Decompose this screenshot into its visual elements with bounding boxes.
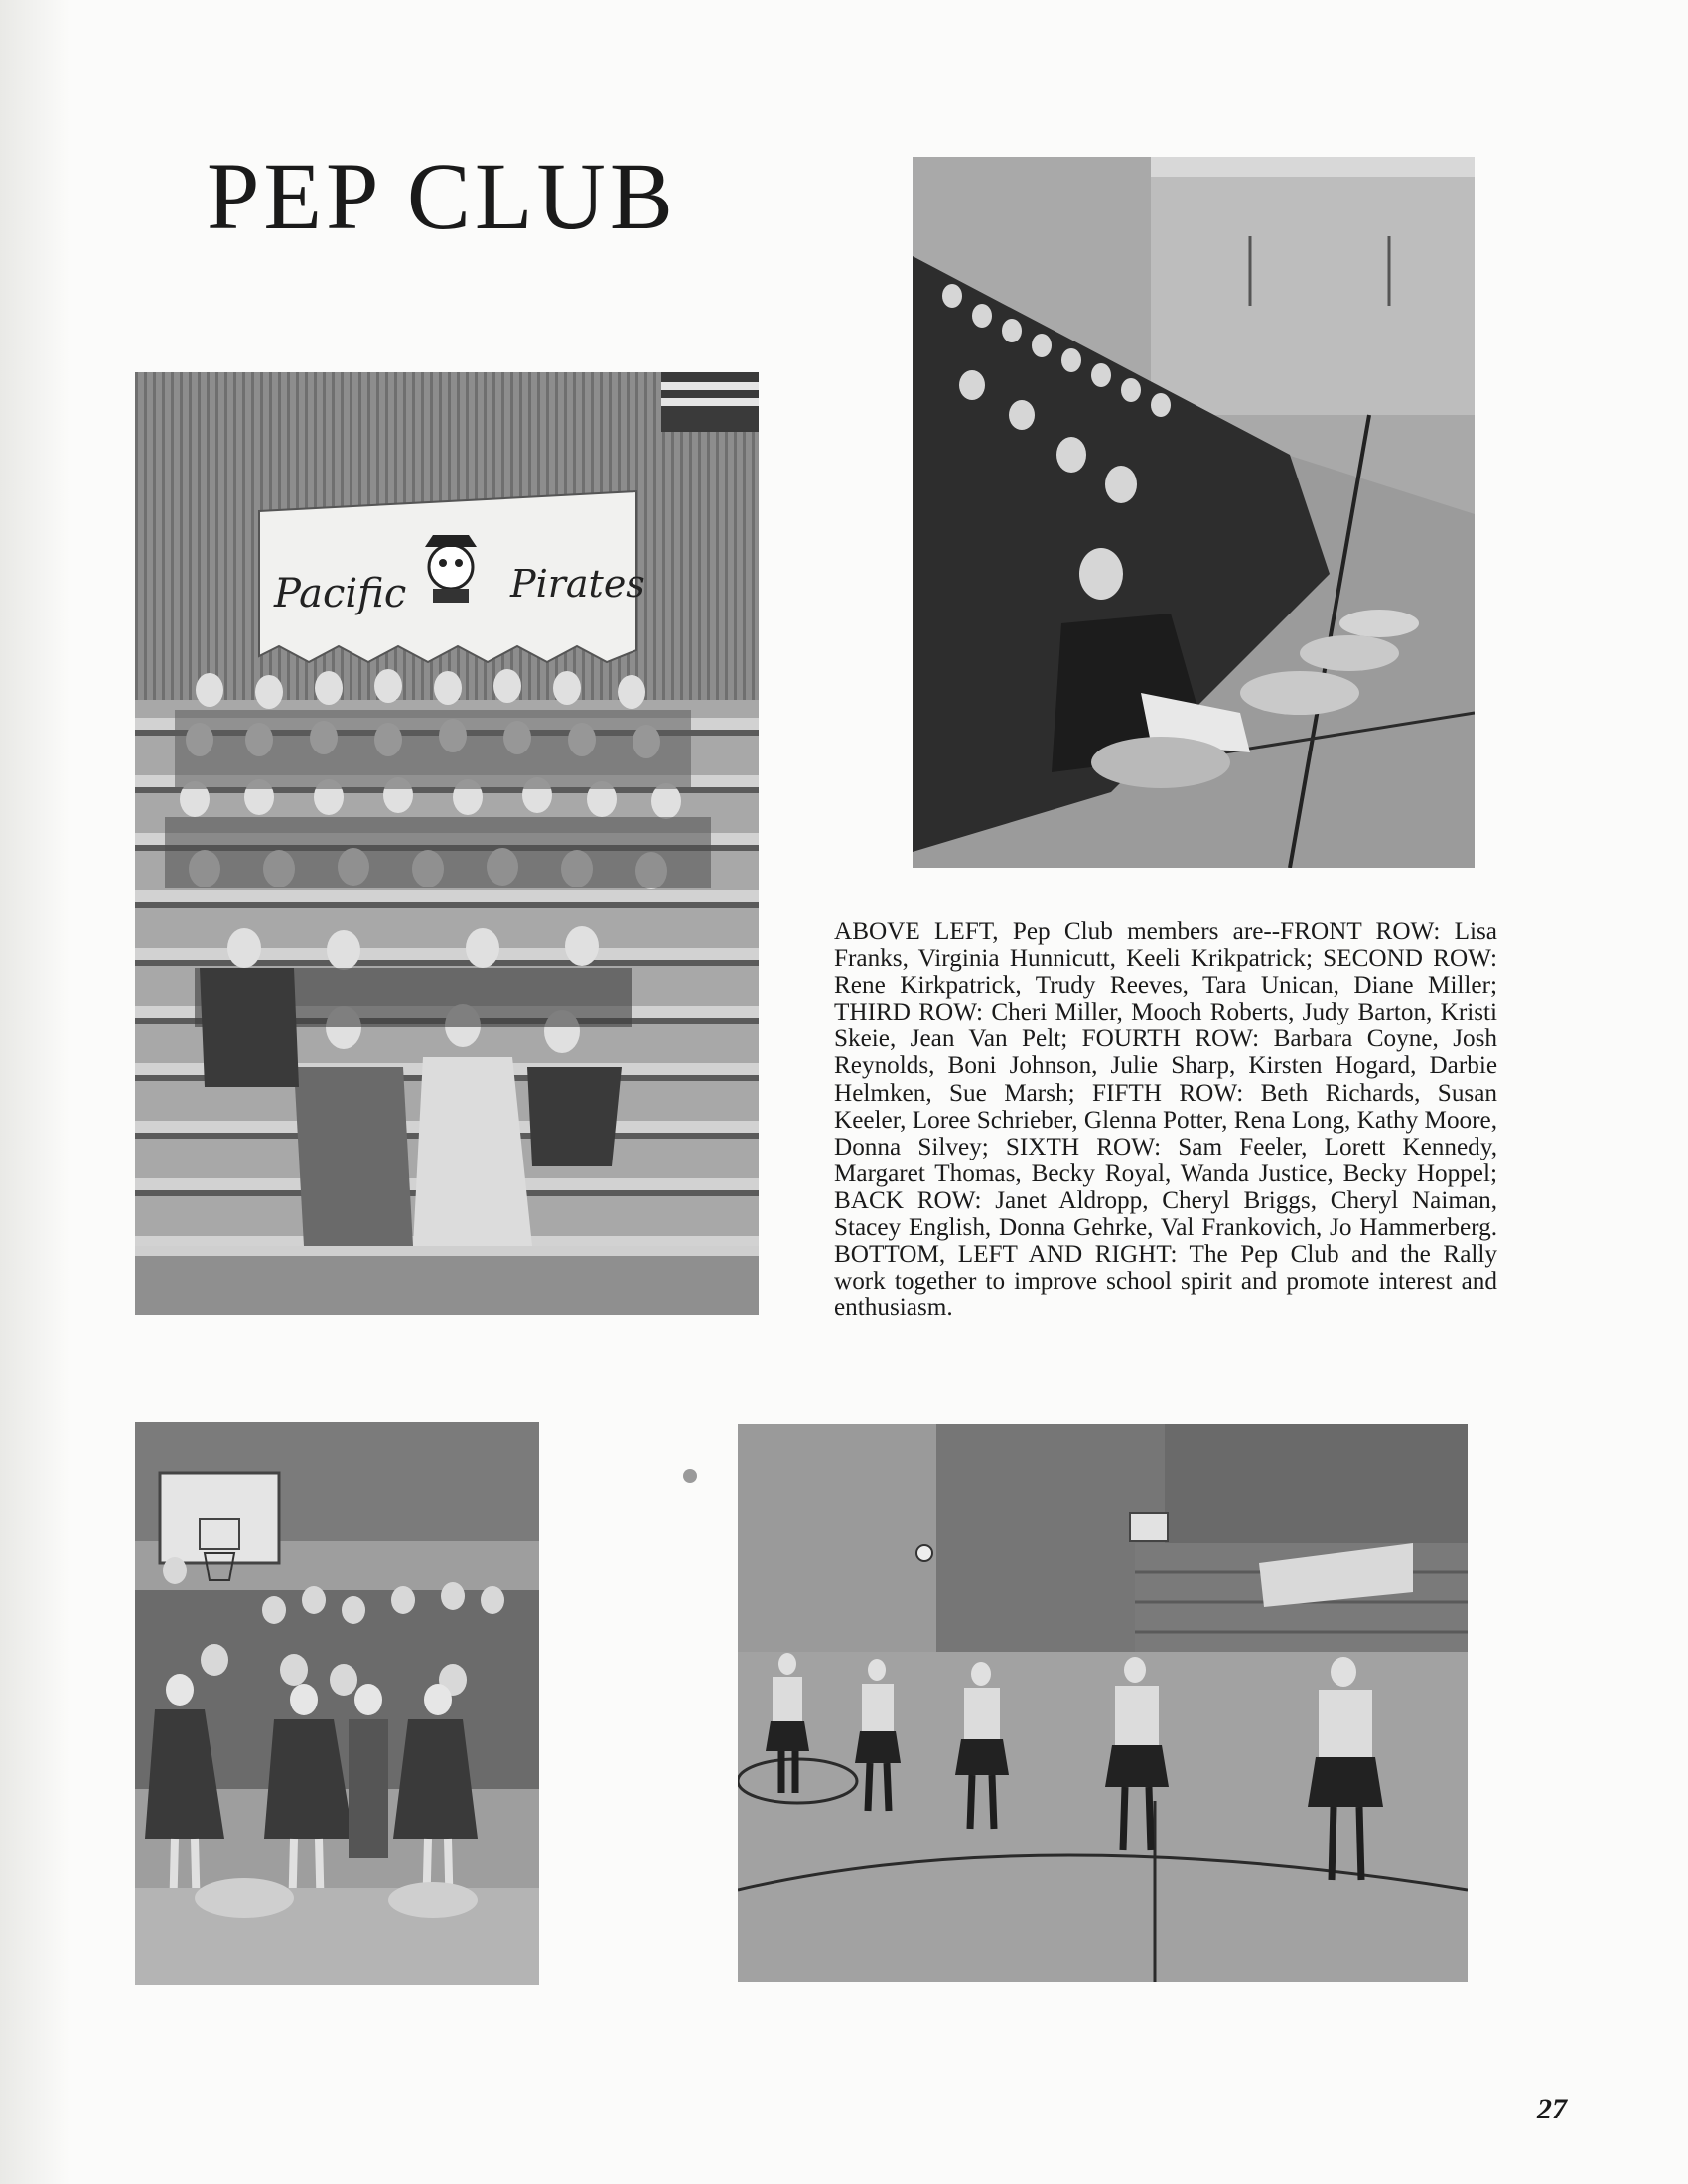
cheerleaders-crowd-photo xyxy=(135,1422,539,1985)
photo-caption: ABOVE LEFT, Pep Club members are--FRONT ROW: Lisa Franks, Virginia Hunnicutt, Keeli Krikpatrick; SECOND ROW: Rene Kirkpatrick, Trudy Reeves, Tara Unican, Diane Miller; THIRD ROW: Cheri Miller, Mooch Roberts, Judy Barton, Kristi Skeie, Jean Van Pelt; FOURTH ROW: Barbara Coyne, Josh Reynolds, Boni Johnson, Julie Sharp, Kirsten Hogard, Darbie Helmken, Sue Marsh; FIFTH ROW: Beth Richards, Susan Keeler, Loree Schrieber, Glenna Potter, Rena Long, Kathy Moore, Donna Silvey; SIXTH ROW: Sam Feeler, Lorett Kennedy, Margaret Thomas, Becky Royal, Wanda Justice, Becky Hoppel; BACK ROW: Janet Aldropp, Cheryl Briggs, Cheryl Naiman, Stacey English, Donna Gehrke, Val Frankovich, Jo Hammerberg. BOTTOM, LEFT AND RIGHT: The Pep Club and the Rally work together to improve school spirit and promote interest and enthusiasm. xyxy=(834,918,1497,1322)
banner-text-left: Pacific xyxy=(274,571,407,616)
bleachers-crowd-photo xyxy=(913,157,1475,868)
banner-text-right: Pirates xyxy=(510,562,645,606)
print-speck xyxy=(683,1469,697,1483)
page-number: 27 xyxy=(1537,2093,1567,2125)
page-title: PEP CLUB xyxy=(207,143,677,249)
page-edge-shadow xyxy=(0,0,70,2184)
rally-floor-photo xyxy=(738,1424,1468,1982)
pacific-pirates-banner xyxy=(259,491,645,662)
group-photo xyxy=(135,372,759,1315)
